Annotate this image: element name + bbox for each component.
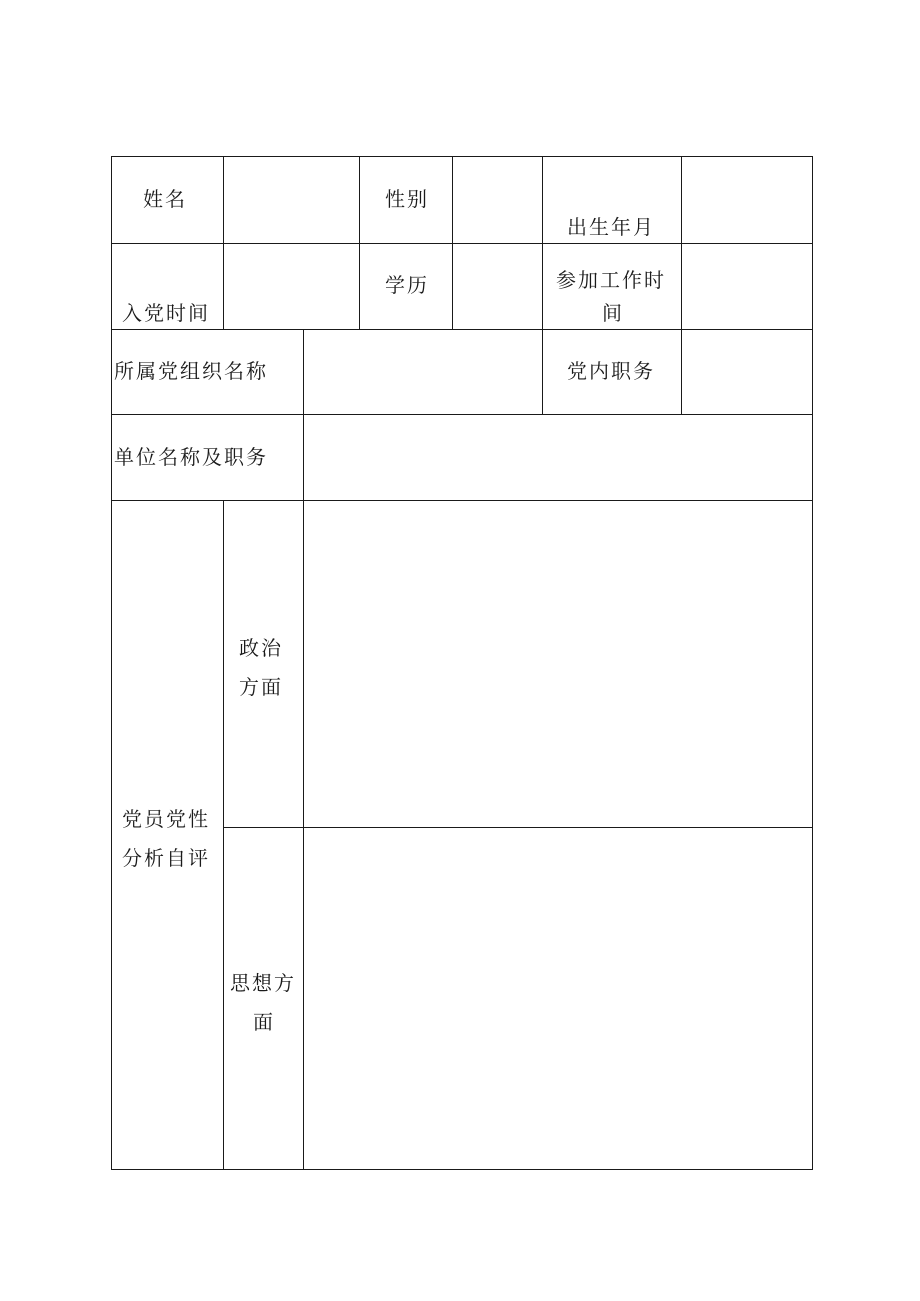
- table-border-right: [812, 156, 813, 1170]
- org-field[interactable]: [304, 330, 542, 414]
- work-start-label-line2: 间: [602, 301, 624, 325]
- col-divider-b: [359, 156, 360, 329]
- education-field[interactable]: [453, 244, 542, 329]
- party-post-field[interactable]: [682, 330, 812, 414]
- unit-field[interactable]: [304, 415, 812, 500]
- party-post-label: 党内职务: [567, 359, 655, 383]
- gender-field[interactable]: [453, 157, 542, 243]
- col-divider-d: [542, 156, 543, 415]
- ideological-field[interactable]: [304, 828, 812, 1169]
- join-date-label: 入党时间: [122, 301, 210, 325]
- table-border-bottom: [111, 1169, 813, 1170]
- political-label-line1: 政治: [239, 636, 283, 660]
- table-border-left: [111, 156, 112, 1170]
- join-date-field[interactable]: [224, 244, 359, 329]
- political-field[interactable]: [304, 501, 812, 827]
- name-field[interactable]: [224, 157, 359, 243]
- ideological-label-line2: 面: [253, 1010, 275, 1034]
- self-eval-label-line2: 分析自评: [122, 846, 210, 870]
- gender-label: 性别: [385, 187, 429, 211]
- col-divider-g: [223, 500, 224, 1170]
- name-label: 姓名: [143, 187, 187, 211]
- org-label: 所属党组织名称: [114, 359, 268, 383]
- self-eval-label-line1: 党员党性: [122, 807, 210, 831]
- unit-label: 单位名称及职务: [114, 445, 268, 469]
- ideological-label-line1: 思想方: [230, 971, 296, 995]
- political-label-line2: 方面: [239, 675, 283, 699]
- work-start-field[interactable]: [682, 244, 812, 329]
- education-label: 学历: [385, 273, 429, 297]
- birth-field[interactable]: [682, 157, 812, 243]
- work-start-label-line1: 参加工作时: [556, 268, 666, 292]
- birth-label: 出生年月: [567, 215, 655, 239]
